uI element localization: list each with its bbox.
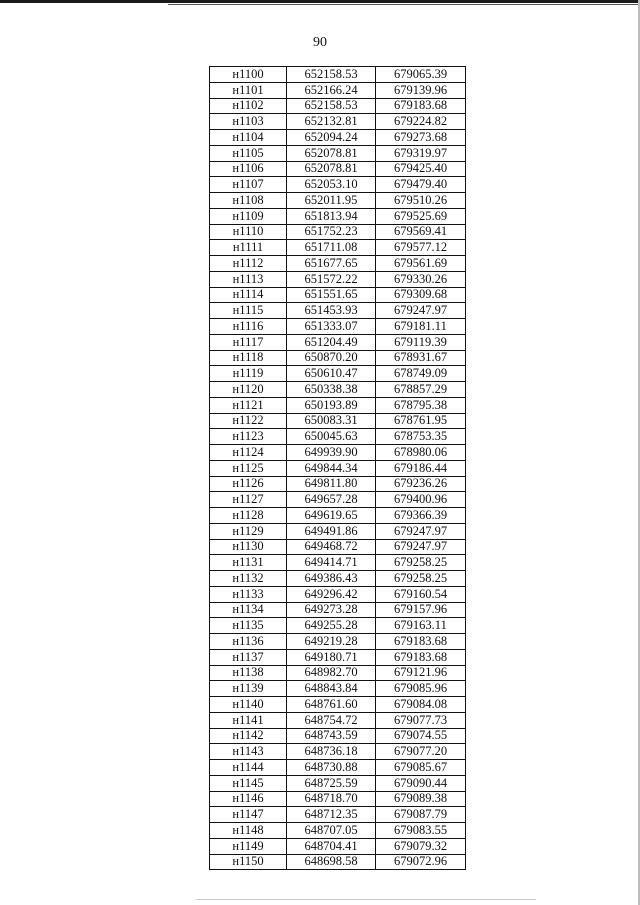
y-coordinate-cell: 679561.69 (376, 256, 466, 272)
point-id-cell: н1145 (210, 775, 287, 791)
x-coordinate-cell: 649468.72 (287, 539, 376, 555)
point-id-cell: н1140 (210, 697, 287, 713)
y-coordinate-cell: 679186.44 (376, 460, 466, 476)
scan-bottom-edge (196, 899, 536, 900)
x-coordinate-cell: 649180.71 (287, 649, 376, 665)
y-coordinate-cell: 679577.12 (376, 240, 466, 256)
point-id-cell: н1135 (210, 618, 287, 634)
point-id-cell: н1139 (210, 681, 287, 697)
table-row (210, 67, 466, 83)
y-coordinate-cell: 679400.96 (376, 492, 466, 508)
y-coordinate-cell: 679183.68 (376, 634, 466, 650)
y-coordinate-cell: 678753.35 (376, 429, 466, 445)
table-row (210, 728, 466, 744)
table-row (210, 303, 466, 319)
table-row (210, 681, 466, 697)
point-id-cell: н1109 (210, 208, 287, 224)
point-id-cell: н1105 (210, 145, 287, 161)
x-coordinate-cell: 651711.08 (287, 240, 376, 256)
y-coordinate-cell: 679181.11 (376, 319, 466, 335)
table-row (210, 807, 466, 823)
point-id-cell: н1150 (210, 854, 287, 870)
point-id-cell: н1147 (210, 807, 287, 823)
x-coordinate-cell: 649619.65 (287, 508, 376, 524)
point-id-cell: н1144 (210, 760, 287, 776)
table-row (210, 114, 466, 130)
y-coordinate-cell: 679083.55 (376, 823, 466, 839)
table-row (210, 350, 466, 366)
x-coordinate-cell: 650610.47 (287, 366, 376, 382)
y-coordinate-cell: 678980.06 (376, 445, 466, 461)
point-id-cell: н1113 (210, 271, 287, 287)
y-coordinate-cell: 679139.96 (376, 82, 466, 98)
coordinates-table (209, 66, 466, 870)
x-coordinate-cell: 649219.28 (287, 634, 376, 650)
y-coordinate-cell: 679236.26 (376, 476, 466, 492)
x-coordinate-cell: 648698.58 (287, 854, 376, 870)
x-coordinate-cell: 650083.31 (287, 413, 376, 429)
y-coordinate-cell: 679157.96 (376, 602, 466, 618)
x-coordinate-cell: 652078.81 (287, 145, 376, 161)
y-coordinate-cell: 678795.38 (376, 397, 466, 413)
table-row (210, 130, 466, 146)
x-coordinate-cell: 648712.35 (287, 807, 376, 823)
x-coordinate-cell: 648704.41 (287, 838, 376, 854)
scan-top-edge (0, 0, 640, 3)
table-row (210, 649, 466, 665)
x-coordinate-cell: 648754.72 (287, 712, 376, 728)
x-coordinate-cell: 650870.20 (287, 350, 376, 366)
y-coordinate-cell: 679065.39 (376, 67, 466, 83)
x-coordinate-cell: 651572.22 (287, 271, 376, 287)
x-coordinate-cell: 652053.10 (287, 177, 376, 193)
y-coordinate-cell: 679510.26 (376, 193, 466, 209)
y-coordinate-cell: 679525.69 (376, 208, 466, 224)
table-row (210, 334, 466, 350)
table-row (210, 618, 466, 634)
y-coordinate-cell: 679072.96 (376, 854, 466, 870)
y-coordinate-cell: 679183.68 (376, 98, 466, 114)
table-row (210, 492, 466, 508)
y-coordinate-cell: 679160.54 (376, 586, 466, 602)
y-coordinate-cell: 679247.97 (376, 539, 466, 555)
point-id-cell: н1123 (210, 429, 287, 445)
y-coordinate-cell: 679119.39 (376, 334, 466, 350)
point-id-cell: н1116 (210, 319, 287, 335)
table-row (210, 523, 466, 539)
point-id-cell: н1114 (210, 287, 287, 303)
table-row (210, 256, 466, 272)
x-coordinate-cell: 651551.65 (287, 287, 376, 303)
point-id-cell: н1108 (210, 193, 287, 209)
point-id-cell: н1149 (210, 838, 287, 854)
y-coordinate-cell: 679084.08 (376, 697, 466, 713)
x-coordinate-cell: 649491.86 (287, 523, 376, 539)
point-id-cell: н1137 (210, 649, 287, 665)
x-coordinate-cell: 649296.42 (287, 586, 376, 602)
point-id-cell: н1138 (210, 665, 287, 681)
y-coordinate-cell: 679425.40 (376, 161, 466, 177)
y-coordinate-cell: 679247.97 (376, 303, 466, 319)
point-id-cell: н1131 (210, 555, 287, 571)
x-coordinate-cell: 649844.34 (287, 460, 376, 476)
table-row (210, 161, 466, 177)
point-id-cell: н1110 (210, 224, 287, 240)
x-coordinate-cell: 650193.89 (287, 397, 376, 413)
x-coordinate-cell: 648982.70 (287, 665, 376, 681)
point-id-cell: н1132 (210, 571, 287, 587)
point-id-cell: н1148 (210, 823, 287, 839)
point-id-cell: н1121 (210, 397, 287, 413)
y-coordinate-cell: 679163.11 (376, 618, 466, 634)
x-coordinate-cell: 651677.65 (287, 256, 376, 272)
x-coordinate-cell: 652158.53 (287, 98, 376, 114)
point-id-cell: н1118 (210, 350, 287, 366)
y-coordinate-cell: 679569.41 (376, 224, 466, 240)
y-coordinate-cell: 679247.97 (376, 523, 466, 539)
x-coordinate-cell: 648718.70 (287, 791, 376, 807)
x-coordinate-cell: 648736.18 (287, 744, 376, 760)
y-coordinate-cell: 679074.55 (376, 728, 466, 744)
table-row (210, 271, 466, 287)
table-row (210, 240, 466, 256)
y-coordinate-cell: 679183.68 (376, 649, 466, 665)
y-coordinate-cell: 678857.29 (376, 382, 466, 398)
table-row (210, 476, 466, 492)
table-row (210, 208, 466, 224)
y-coordinate-cell: 679330.26 (376, 271, 466, 287)
point-id-cell: н1100 (210, 67, 287, 83)
x-coordinate-cell: 649386.43 (287, 571, 376, 587)
point-id-cell: н1103 (210, 114, 287, 130)
table-row (210, 145, 466, 161)
x-coordinate-cell: 651204.49 (287, 334, 376, 350)
point-id-cell: н1136 (210, 634, 287, 650)
y-coordinate-cell: 679090.44 (376, 775, 466, 791)
table-row (210, 571, 466, 587)
table-row (210, 586, 466, 602)
point-id-cell: н1133 (210, 586, 287, 602)
y-coordinate-cell: 679479.40 (376, 177, 466, 193)
point-id-cell: н1124 (210, 445, 287, 461)
point-id-cell: н1125 (210, 460, 287, 476)
point-id-cell: н1122 (210, 413, 287, 429)
table-row (210, 775, 466, 791)
table-row (210, 791, 466, 807)
point-id-cell: н1134 (210, 602, 287, 618)
point-id-cell: н1127 (210, 492, 287, 508)
table-row (210, 602, 466, 618)
table-row (210, 382, 466, 398)
point-id-cell: н1101 (210, 82, 287, 98)
table-row (210, 319, 466, 335)
x-coordinate-cell: 648730.88 (287, 760, 376, 776)
x-coordinate-cell: 649273.28 (287, 602, 376, 618)
x-coordinate-cell: 648761.60 (287, 697, 376, 713)
table-row (210, 287, 466, 303)
x-coordinate-cell: 650045.63 (287, 429, 376, 445)
x-coordinate-cell: 651752.23 (287, 224, 376, 240)
page-number: 90 (313, 35, 327, 50)
x-coordinate-cell: 652094.24 (287, 130, 376, 146)
x-coordinate-cell: 649255.28 (287, 618, 376, 634)
x-coordinate-cell: 652166.24 (287, 82, 376, 98)
y-coordinate-cell: 679085.96 (376, 681, 466, 697)
table-row (210, 224, 466, 240)
y-coordinate-cell: 678931.67 (376, 350, 466, 366)
x-coordinate-cell: 648707.05 (287, 823, 376, 839)
table-row (210, 445, 466, 461)
point-id-cell: н1112 (210, 256, 287, 272)
point-id-cell: н1117 (210, 334, 287, 350)
y-coordinate-cell: 679273.68 (376, 130, 466, 146)
x-coordinate-cell: 652132.81 (287, 114, 376, 130)
table-row (210, 854, 466, 870)
y-coordinate-cell: 679121.96 (376, 665, 466, 681)
x-coordinate-cell: 652011.95 (287, 193, 376, 209)
y-coordinate-cell: 679089.38 (376, 791, 466, 807)
point-id-cell: н1120 (210, 382, 287, 398)
point-id-cell: н1115 (210, 303, 287, 319)
point-id-cell: н1128 (210, 508, 287, 524)
scan-top-edge-line (168, 4, 640, 5)
table-row (210, 429, 466, 445)
y-coordinate-cell: 679077.73 (376, 712, 466, 728)
point-id-cell: н1143 (210, 744, 287, 760)
y-coordinate-cell: 679224.82 (376, 114, 466, 130)
table-row (210, 413, 466, 429)
y-coordinate-cell: 679079.32 (376, 838, 466, 854)
table-row (210, 460, 466, 476)
y-coordinate-cell: 678749.09 (376, 366, 466, 382)
table-row (210, 366, 466, 382)
point-id-cell: н1119 (210, 366, 287, 382)
table-row (210, 539, 466, 555)
x-coordinate-cell: 649811.80 (287, 476, 376, 492)
x-coordinate-cell: 651453.93 (287, 303, 376, 319)
x-coordinate-cell: 651333.07 (287, 319, 376, 335)
table-row (210, 697, 466, 713)
coordinates-table-body (210, 67, 466, 870)
x-coordinate-cell: 649414.71 (287, 555, 376, 571)
point-id-cell: н1142 (210, 728, 287, 744)
table-row (210, 193, 466, 209)
y-coordinate-cell: 679258.25 (376, 555, 466, 571)
point-id-cell: н1141 (210, 712, 287, 728)
x-coordinate-cell: 648743.59 (287, 728, 376, 744)
y-coordinate-cell: 679366.39 (376, 508, 466, 524)
table-row (210, 712, 466, 728)
point-id-cell: н1130 (210, 539, 287, 555)
table-row (210, 760, 466, 776)
table-row (210, 744, 466, 760)
x-coordinate-cell: 648725.59 (287, 775, 376, 791)
point-id-cell: н1106 (210, 161, 287, 177)
x-coordinate-cell: 652078.81 (287, 161, 376, 177)
y-coordinate-cell: 679085.67 (376, 760, 466, 776)
table-row (210, 508, 466, 524)
point-id-cell: н1102 (210, 98, 287, 114)
y-coordinate-cell: 679087.79 (376, 807, 466, 823)
table-row (210, 82, 466, 98)
table-row (210, 397, 466, 413)
point-id-cell: н1107 (210, 177, 287, 193)
y-coordinate-cell: 679319.97 (376, 145, 466, 161)
y-coordinate-cell: 679309.68 (376, 287, 466, 303)
x-coordinate-cell: 649657.28 (287, 492, 376, 508)
table-row (210, 98, 466, 114)
table-row (210, 823, 466, 839)
table-row (210, 634, 466, 650)
x-coordinate-cell: 650338.38 (287, 382, 376, 398)
table-row (210, 555, 466, 571)
point-id-cell: н1104 (210, 130, 287, 146)
point-id-cell: н1111 (210, 240, 287, 256)
x-coordinate-cell: 648843.84 (287, 681, 376, 697)
table-row (210, 177, 466, 193)
y-coordinate-cell: 679258.25 (376, 571, 466, 587)
x-coordinate-cell: 649939.90 (287, 445, 376, 461)
point-id-cell: н1146 (210, 791, 287, 807)
point-id-cell: н1126 (210, 476, 287, 492)
y-coordinate-cell: 679077.20 (376, 744, 466, 760)
table-row (210, 665, 466, 681)
point-id-cell: н1129 (210, 523, 287, 539)
table-row (210, 838, 466, 854)
x-coordinate-cell: 651813.94 (287, 208, 376, 224)
y-coordinate-cell: 678761.95 (376, 413, 466, 429)
x-coordinate-cell: 652158.53 (287, 67, 376, 83)
